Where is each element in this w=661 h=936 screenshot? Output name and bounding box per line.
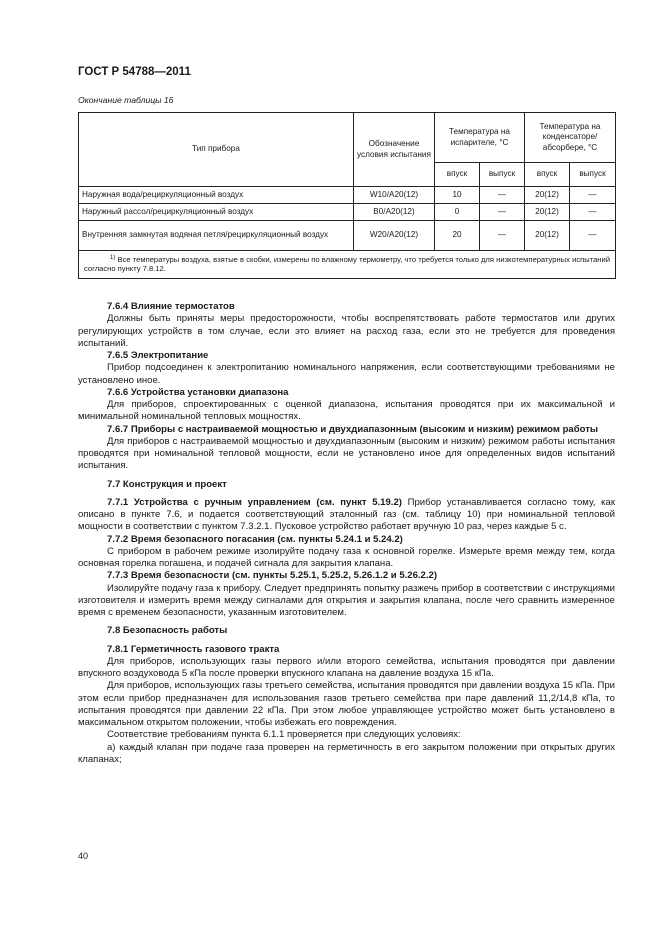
paragraph: Должны быть приняты меры предосторожности, чтобы воспрепятствовать работе термостатов или других регулирующих устройств в том случае, если это влияет на расход газа, если это не требуется для проведения испытаний. (78, 313, 615, 349)
paragraph: а) каждый клапан при подаче газа проверен на герметичность в его закрытом положении при открытых других клапанах; (78, 741, 615, 765)
row-designation: B0/A20(12) (354, 204, 435, 221)
document-body (78, 301, 615, 766)
table-row (79, 221, 616, 251)
row-evap-out: — (480, 221, 525, 251)
table-header-row (79, 113, 616, 163)
subheader-cond-out: выпуск (570, 163, 616, 187)
row-evap-in: 0 (435, 204, 480, 221)
row-cond-out: — (570, 221, 616, 251)
row-cond-out: — (570, 204, 616, 221)
header-designation: Обозначение условия испытания (354, 113, 435, 187)
header-condenser: Температура на конденсаторе/ абсорбере, °С (525, 113, 616, 163)
row-type: Наружная вода/рециркуляционный воздух (79, 187, 354, 204)
row-evap-in: 10 (435, 187, 480, 204)
section-heading: 7.8.1 Герметичность газового тракта (107, 643, 280, 655)
footnote-mark: 1) (110, 255, 116, 261)
footnote-text: Все температуры воздуха, взятые в скобки, измерены по влажному термометру, что требуется только для низкотемпературных испытаний согласно пункту 7.8.12. (84, 255, 610, 274)
paragraph: Изолируйте подачу газа к прибору. Следует предпринять попытку разжечь прибор в соответствии с инструкциями изготовителя и измерить время между сигналами для открытия и закрытия клапана, после чего сравнить измеренное время с временем безопасности, указанным изготовителем. (78, 582, 615, 618)
paragraph (78, 497, 615, 534)
section-heading: 7.7.3 Время безопасности (см. пункты 5.25.1, 5.25.2, 5.26.1.2 и 5.26.2.2) (107, 570, 438, 582)
subheader-evap-out: выпуск (480, 163, 525, 187)
row-cond-in: 20(12) (525, 187, 570, 204)
table-caption: Окончание таблицы 16 (78, 95, 174, 105)
table-row (79, 187, 616, 204)
section-heading: 7.7 Конструкция и проект (107, 478, 227, 490)
paragraph: Для приборов, использующих газы первого и/или второго семейства, испытания проводятся при давлении впускного воздуховода 5 кПа после проверки впускного клапана на давление воздуха 15 кПа. (78, 655, 615, 679)
table-footnote-row (79, 251, 616, 279)
row-evap-in: 20 (435, 221, 480, 251)
document-header: ГОСТ Р 54788—2011 (78, 66, 191, 78)
row-type: Внутренняя замкнутая водяная петля/рециркуляционный воздух (79, 221, 354, 251)
section-heading: 7.6.4 Влияние термостатов (107, 301, 235, 312)
section-heading: 7.6.7 Приборы с настраиваемой мощностью и двухдиапазонным (высоким и низким) режимом работы (107, 423, 599, 435)
table-16 (78, 112, 616, 279)
section-heading: 7.6.5 Электропитание (107, 350, 209, 361)
subheader-cond-in: впуск (525, 163, 570, 187)
section-heading: 7.6.6 Устройства установки диапазона (107, 386, 289, 398)
paragraph: Для приборов с настраиваемой мощностью и двухдиапазонным (высоким и низким) режимом работы испытания проводятся при номинальной тепловой мощности, если не установлено иное для определенных видов испытаний испытания. (78, 435, 615, 472)
row-evap-out: — (480, 204, 525, 221)
subsection-text: Прибор устанавливается согласно тому, как описано в пункте 7.6, и подается соответствующий эталонный газ (см. таблицу 10) при номинальной тепловой мощности в соответствии с пунктом 7.3.2.1. Пусковое устройство работает вручную 10 раз, через каждые 5 с. (78, 496, 615, 533)
paragraph: Соответствие требованиям пункта 6.1.1 проверяется при следующих условиях: (107, 729, 461, 741)
paragraph: С прибором в рабочем режиме изолируйте подачу газа к основной горелке. Измерьте время между тем, когда основная горелка погашена, и подачей сигнала для закрытия клапана. (78, 545, 615, 569)
section-heading: 7.7.2 Время безопасного погасания (см. пункты 5.24.1 и 5.24.2) (107, 533, 403, 545)
paragraph: Для приборов, использующих газы третьего семейства, испытания проводятся при давлении воздуха 15 кПа. При этом если прибор предназначен для использования газов третьего семейства при паре давлений 11,2/14,8 кПа, то испытания проводятся при давлении 22 кПа. При этом любое управляющее устройство может быть установлено в максимальном открытом положении, чтобы избежать его повреждения. (78, 680, 615, 728)
section-heading: 7.8 Безопасность работы (107, 625, 228, 637)
row-designation: W10/A20(12) (354, 187, 435, 204)
paragraph: Прибор подсоединен к электропитанию номинального напряжения, если соответствующими требованиями не установлено иное. (78, 362, 615, 386)
row-cond-in: 20(12) (525, 204, 570, 221)
row-type: Наружный рассол/рециркуляционный воздух (79, 204, 354, 221)
header-evaporator: Температура на испарителе, °С (435, 113, 525, 163)
subheader-evap-in: впуск (435, 163, 480, 187)
row-evap-out: — (480, 187, 525, 204)
row-cond-out: — (570, 187, 616, 204)
subsection-title: 7.7.1 Устройства с ручным управлением (см. пункт 5.19.2) (107, 496, 402, 508)
paragraph: Для приборов, спроектированных с оценкой диапазона, испытания проводятся при их максимальной и минимальной номинальной тепловых мощностях. (78, 399, 615, 423)
table-row (79, 204, 616, 221)
header-type: Тип прибора (79, 113, 354, 187)
page-number: 40 (78, 851, 89, 861)
table-footnote (79, 251, 616, 279)
row-designation: W20/A20(12) (354, 221, 435, 251)
row-cond-in: 20(12) (525, 221, 570, 251)
